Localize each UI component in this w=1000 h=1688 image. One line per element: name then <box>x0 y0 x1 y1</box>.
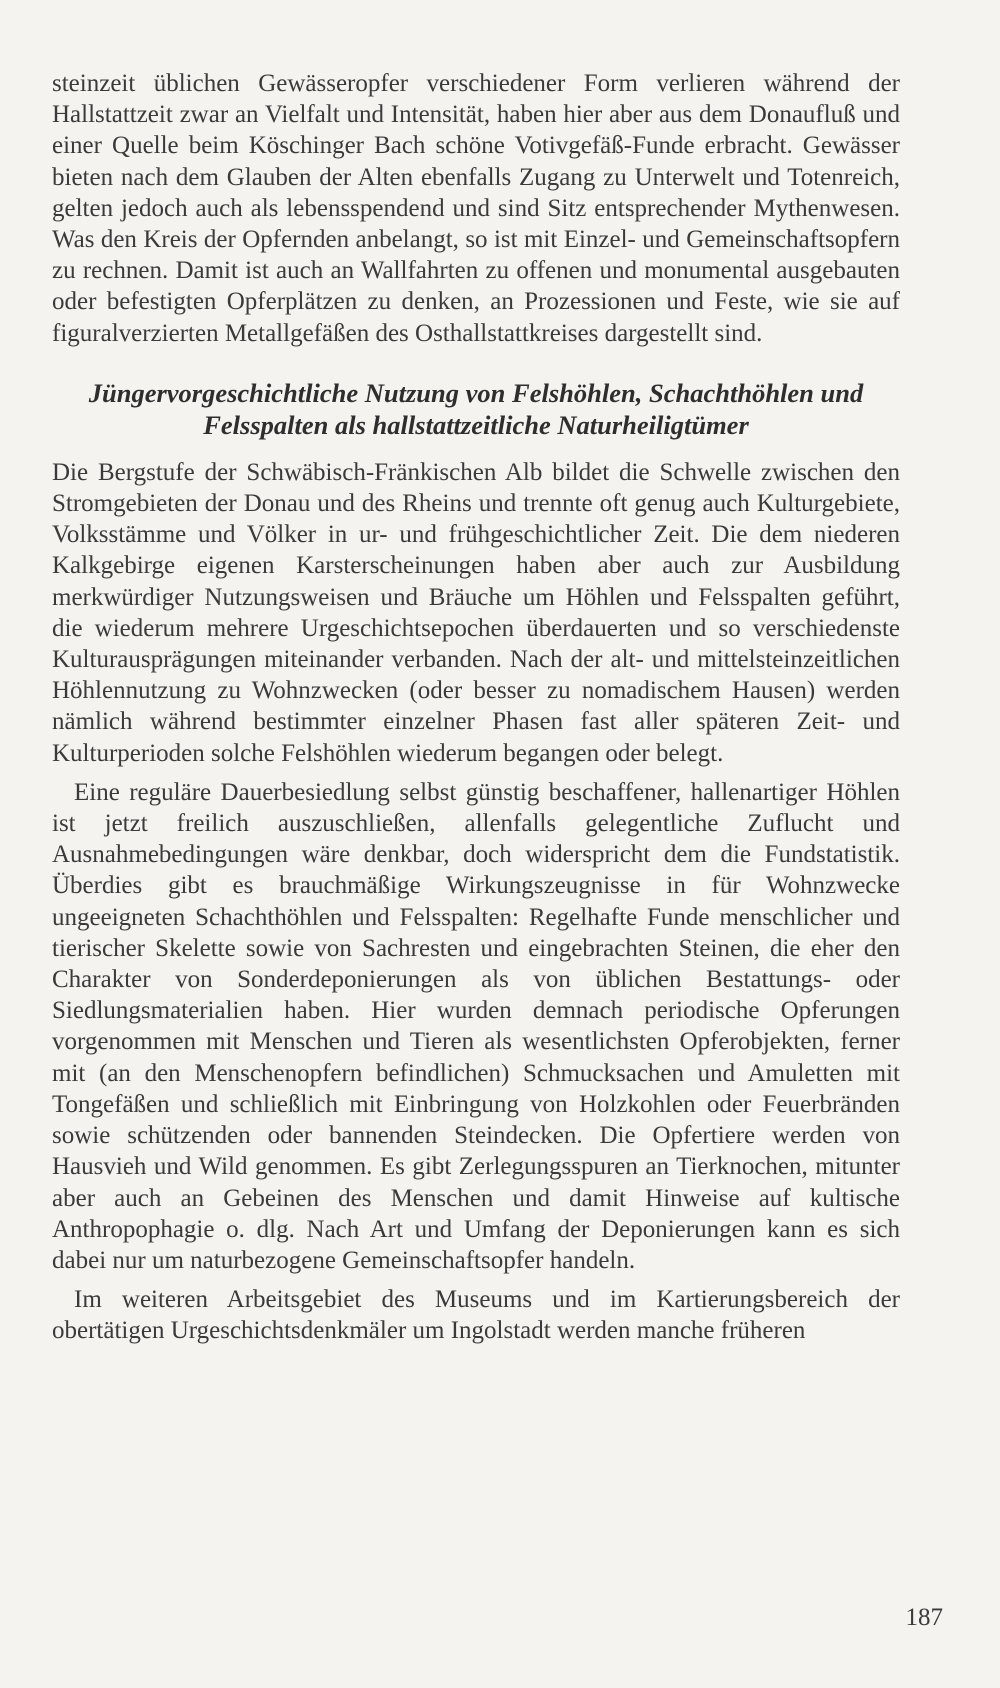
paragraph-alb-karst: Die Bergstufe der Schwäbisch-Fränkischen Alb bildet die Schwelle zwischen den Stromgebieten der Donau und des Rheins und trennte oft genug auch Kulturgebiete, Volksstämme und Völker in ur- und frühgeschichtlicher Zeit. Die dem niederen Kalkgebirge eigenen Karsterscheinungen haben aber auch zur Ausbildung merkwürdiger Nutzungsweisen und Bräuche um Höhlen und Felsspalten geführt, die wiederum mehrere Urgeschichtsepochen überdauerten und so verschiedenste Kulturausprägungen miteinander verbanden. Nach der alt- und mittelsteinzeitlichen Höhlennutzung zu Wohnzwecken (oder besser zu nomadischem Hausen) werden nämlich während bestimmter einzelner Phasen fast aller späteren Zeit- und Kulturperioden solche Felshöhlen wiederum begangen oder belegt. <box>52 458 900 767</box>
section-heading-line-1: Jüngervorgeschichtliche Nutzung von Felshöhlen, Schachthöhlen und <box>88 377 864 408</box>
page-body <box>52 68 900 1347</box>
page-number: 187 <box>905 1604 943 1631</box>
paragraph-water-offerings: steinzeit üblichen Gewässeropfer verschiedener Form verlieren während der Hallstattzeit zwar an Vielfalt und Intensität, haben hier aber aus dem Donaufluß und einer Quelle beim Köschinger Bach schöne Votivgefäß-Funde erbracht. Gewässer bieten nach dem Glauben der Alten ebenfalls Zugang zu Unterwelt und Totenreich, gelten jedoch auch als lebensspendend und sind Sitz entsprechender Mythenwesen. Was den Kreis der Opfernden anbelangt, so ist mit Einzel- und Gemeinschaftsopfern zu rechnen. Damit ist auch an Wallfahrten zu offenen und monumental ausgebauten oder befestigten Opferplätzen zu denken, an Prozessionen und Feste, wie sie auf figuralverzierten Metallgefäßen des Osthallstattkreises dargestellt sind. <box>52 70 900 347</box>
section-heading <box>52 377 900 441</box>
paragraph-cave-offerings: Eine reguläre Dauerbesiedlung selbst günstig beschaffener, hallenartiger Höhlen ist jetzt freilich auszuschließen, allenfalls gelegentliche Zuflucht und Ausnahmebedingungen wäre denkbar, doch widerspricht dem die Fundstatistik. Überdies gibt es brauchmäßige Wirkungszeugnisse in für Wohnzwecke ungeeigneten Schachthöhlen und Felsspalten: Regelhafte Funde menschlicher und tierischer Skelette sowie von Sachresten und eingebrachten Steinen, die eher den Charakter von Sonderdeponierungen als von üblichen Bestattungs- oder Siedlungsmaterialien haben. Hier wurden demnach periodische Opferungen vorgenommen mit Menschen und Tieren als wesentlichsten Opferobjekten, ferner mit (an den Menschenopfern befindlichen) Schmucksachen und Amuletten mit Tongefäßen und schließlich mit Einbringung von Holzkohlen oder Feuerbränden sowie schützenden oder bannenden Steindecken. Die Opfertiere werden von Hausvieh und Wild genommen. Es gibt Zerlegungsspuren an Tierknochen, mitunter aber auch an Gebeinen des Menschen und damit Hinweise auf kultische Anthropophagie o. dlg. Nach Art und Umfang der Deponierungen kann es sich dabei nur um naturbezogene Gemeinschaftsopfer handeln. <box>52 778 900 1274</box>
section-heading-line-2: Felsspalten als hallstattzeitliche Naturheiligtümer <box>203 409 749 440</box>
paragraph-ingolstadt: Im weiteren Arbeitsgebiet des Museums und im Kartierungsbereich der obertätigen Urgeschichtsdenkmäler um Ingolstadt werden manche früheren <box>52 1286 900 1345</box>
